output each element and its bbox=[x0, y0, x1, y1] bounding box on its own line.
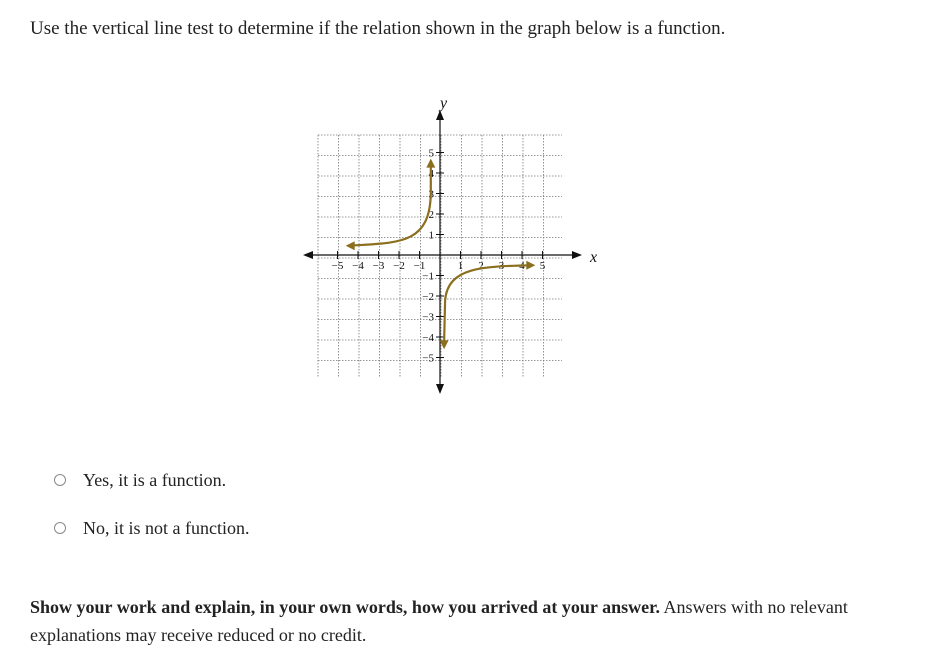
x-tick-label: 2 bbox=[478, 260, 484, 272]
y-tick-label: 1 bbox=[428, 229, 434, 242]
y-tick-label: 4 bbox=[428, 168, 434, 180]
curve-branch-upper-left bbox=[348, 161, 431, 246]
x-tick-label: −4 bbox=[352, 260, 364, 272]
x-tick-label: 3 bbox=[498, 260, 505, 272]
x-tick-label: 1 bbox=[457, 260, 464, 272]
option-yes-label: Yes, it is a function. bbox=[83, 469, 227, 490]
axis-ticks bbox=[332, 148, 546, 365]
x-axis-arrow-left bbox=[303, 251, 313, 259]
y-tick-label: −2 bbox=[422, 291, 434, 303]
y-tick-label: −1 bbox=[422, 270, 434, 283]
x-axis-label: x bbox=[590, 249, 598, 266]
x-tick-label: 4 bbox=[519, 260, 525, 272]
option-yes[interactable] bbox=[54, 456, 249, 504]
x-tick-label: −5 bbox=[331, 260, 344, 272]
y-tick-label: 2 bbox=[428, 209, 434, 221]
x-axis-arrow-right bbox=[572, 251, 582, 259]
y-tick-label: −5 bbox=[422, 352, 434, 365]
x-tick-label: −2 bbox=[393, 260, 405, 272]
coordinate-graph bbox=[300, 92, 600, 397]
radio-button-no[interactable] bbox=[54, 522, 66, 534]
y-axis-arrow-down bbox=[436, 384, 444, 394]
x-tick-label: −3 bbox=[372, 260, 385, 272]
y-axis-label: y bbox=[440, 95, 448, 112]
curve-branch-lower-right bbox=[444, 265, 532, 343]
instructions-bold: Show your work and explain, in your own words, how you arrived at your answer. bbox=[30, 597, 660, 617]
y-tick-label: −4 bbox=[422, 332, 434, 344]
instructions bbox=[30, 593, 890, 649]
radio-button-yes[interactable] bbox=[54, 474, 66, 486]
y-tick-label: 3 bbox=[428, 188, 434, 201]
y-tick-label: 5 bbox=[428, 147, 434, 160]
x-tick-label: 5 bbox=[539, 260, 546, 272]
option-no[interactable] bbox=[54, 504, 249, 552]
curve-arrow-left bbox=[346, 241, 355, 250]
answer-options bbox=[54, 456, 249, 552]
curve-arrow-up bbox=[426, 159, 435, 168]
instructions-normal: Answers with no relevant explanations may receive reduced or no credit. bbox=[30, 597, 848, 645]
y-tick-label: −3 bbox=[422, 311, 434, 324]
option-no-label: No, it is not a function. bbox=[83, 517, 250, 538]
curve-arrow-right bbox=[526, 261, 535, 270]
curve-arrow-down bbox=[440, 340, 449, 349]
x-tick-label: −1 bbox=[413, 260, 426, 272]
question-text: Use the vertical line test to determine if the relation shown in the graph below is a function. bbox=[30, 18, 726, 39]
